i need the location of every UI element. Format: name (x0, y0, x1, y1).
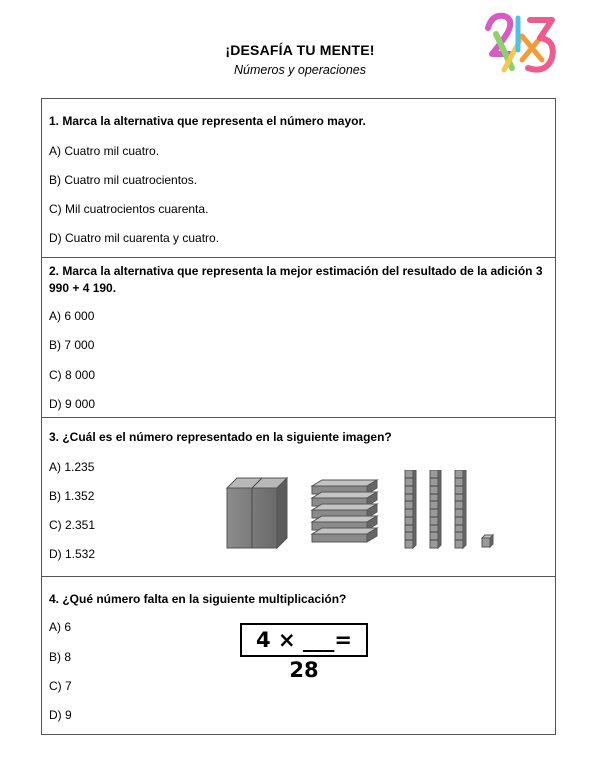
question-1-option-d[interactable]: D) Cuatro mil cuarenta y cuatro. (49, 231, 220, 245)
question-3-option-b[interactable]: B) 1.352 (49, 489, 95, 503)
question-3-option-c[interactable]: C) 2.351 (49, 518, 96, 532)
ten-rod (405, 470, 416, 548)
question-2-text: 2. Marca la alternativa que representa la mejor estimación del resultado de la adición 3 990 + 4 190. (49, 264, 543, 295)
page-subtitle: Números y operaciones (233, 63, 366, 77)
question-3-text: 3. ¿Cuál es el número representado en la siguiente imagen? (49, 430, 392, 444)
question-2-option-d[interactable]: D) 9 000 (49, 397, 96, 411)
hundred-flats (312, 480, 377, 542)
question-3 (42, 418, 555, 577)
question-4-option-d[interactable]: D) 9 (49, 708, 72, 722)
question-1-text: 1. Marca la alternativa que representa el número mayor. (49, 114, 366, 128)
question-4-text: 4. ¿Qué número falta en la siguiente multiplicación? (49, 592, 347, 606)
unit-cube (482, 535, 493, 547)
question-3-option-a[interactable]: A) 1.235 (49, 460, 95, 474)
ten-rod (430, 470, 441, 548)
question-4-option-c[interactable]: C) 7 (49, 679, 72, 693)
question-2-option-c[interactable]: C) 8 000 (49, 368, 96, 382)
header (0, 0, 600, 98)
ten-rod (455, 470, 466, 548)
question-1 (42, 99, 555, 258)
question-1-option-a[interactable]: A) Cuatro mil cuatro. (49, 144, 160, 158)
question-2-option-a[interactable]: A) 6 000 (49, 309, 95, 323)
page-title: ¡DESAFÍA TU MENTE! (225, 42, 375, 58)
base-ten-blocks-figure (222, 470, 522, 555)
question-2-option-b[interactable]: B) 7 000 (49, 338, 95, 352)
question-1-option-c[interactable]: C) Mil cuatrocientos cuarenta. (49, 202, 209, 216)
question-4 (42, 577, 555, 734)
question-sheet (41, 98, 556, 735)
question-2 (42, 258, 555, 418)
question-4-option-a[interactable]: A) 6 (49, 620, 72, 634)
thousand-cube (227, 478, 287, 548)
multiplication-equation: 4 × ___= 28 (240, 623, 368, 657)
question-1-option-b[interactable]: B) Cuatro mil cuatrocientos. (49, 173, 198, 187)
numbers-logo-icon (482, 10, 560, 82)
ten-rods (405, 470, 466, 548)
hundred-flat (312, 528, 377, 542)
question-4-option-b[interactable]: B) 8 (49, 650, 72, 664)
question-3-option-d[interactable]: D) 1.532 (49, 547, 96, 561)
